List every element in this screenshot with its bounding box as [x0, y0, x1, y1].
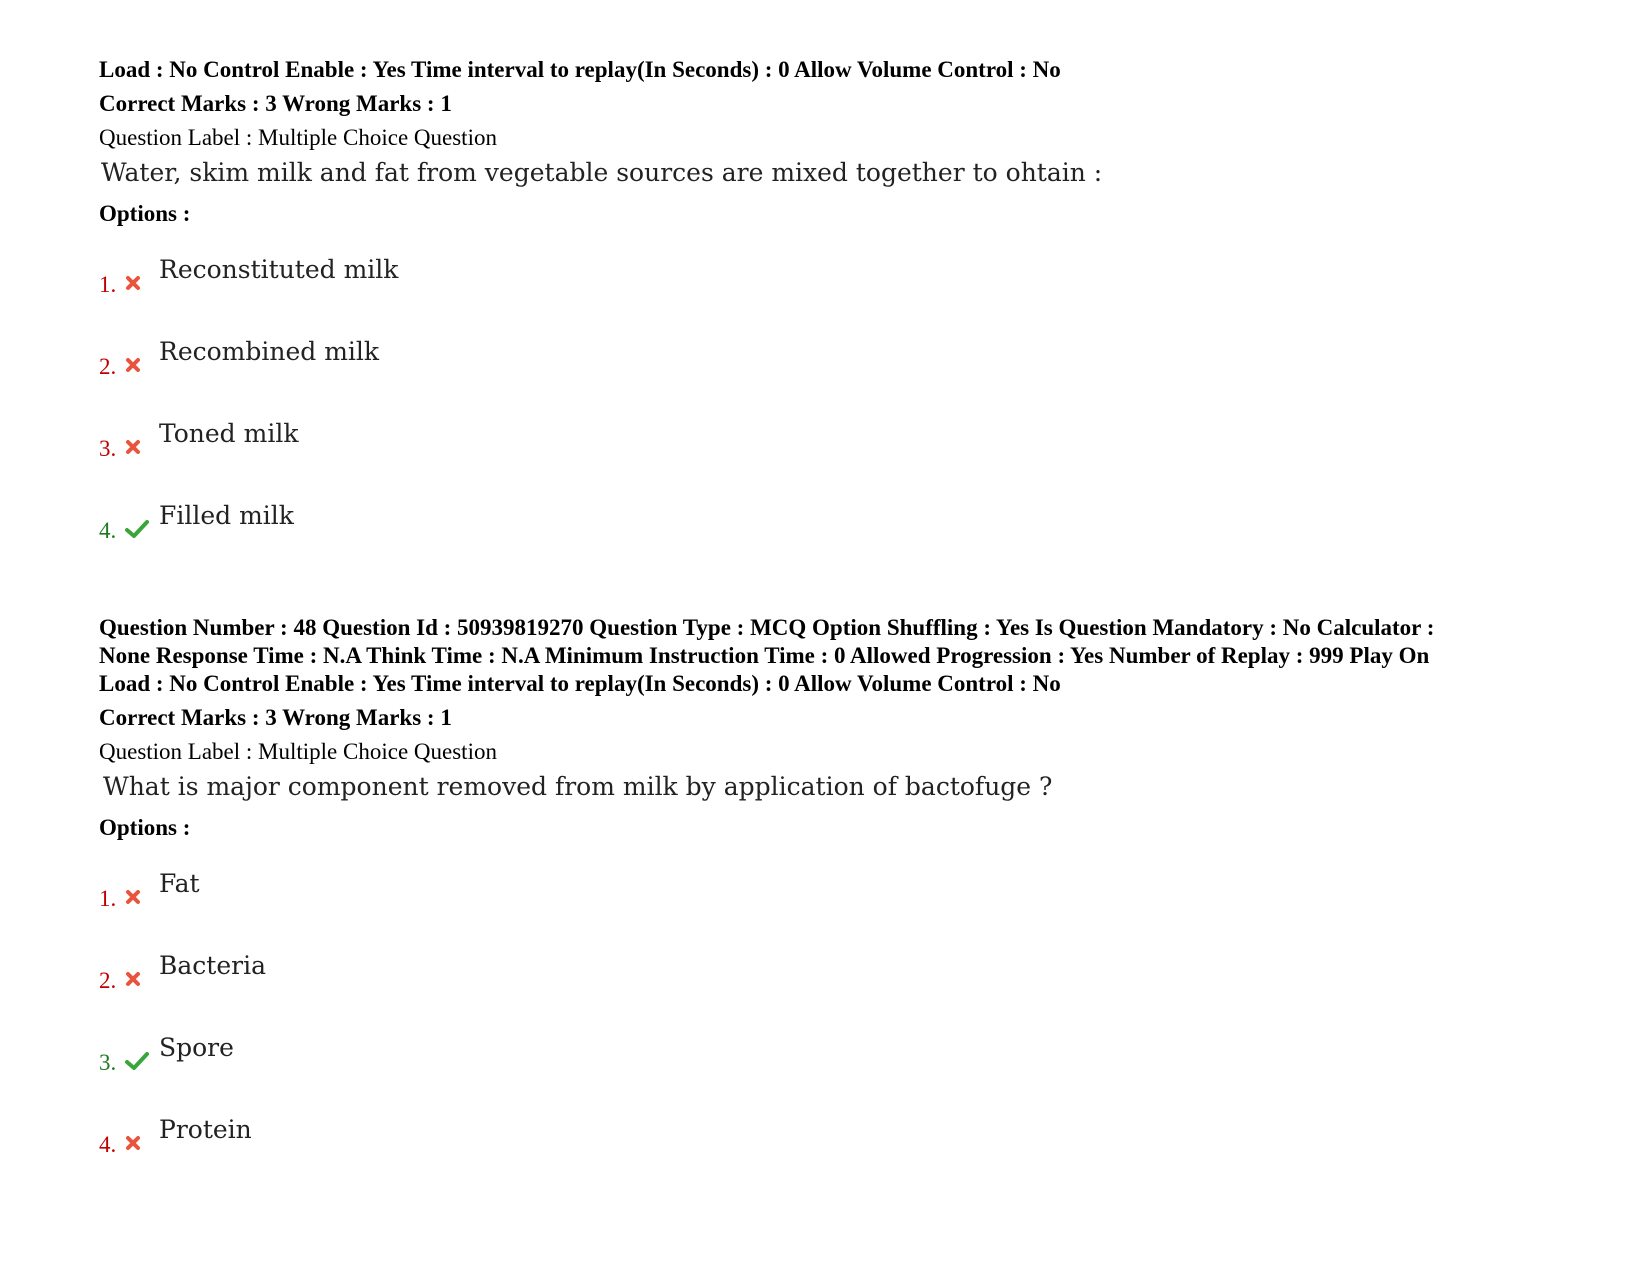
question-meta-line: Load : No Control Enable : Yes Time interval to replay(In Seconds) : 0 Allow Volume Control : No — [99, 671, 1061, 696]
option-number: 3. — [99, 436, 117, 461]
question-meta-line: Question Number : 48 Question Id : 50939819270 Question Type : MCQ Option Shuffling : Yes Is Question Mandatory : No Calculator : — [99, 615, 1435, 640]
option-number: 1. — [99, 886, 117, 911]
check-icon — [125, 516, 155, 542]
option-item — [99, 830, 1579, 912]
option-text: Protein — [159, 1115, 252, 1144]
option-text: Toned milk — [159, 419, 299, 448]
option-number: 3. — [99, 1050, 117, 1075]
option-item — [99, 380, 1579, 462]
cross-icon — [125, 270, 155, 296]
option-text: Reconstituted milk — [159, 255, 399, 284]
option-item — [99, 912, 1579, 994]
cross-icon — [125, 884, 155, 910]
option-number: 1. — [99, 272, 117, 297]
section-gap — [99, 544, 1579, 614]
option-item — [99, 298, 1579, 380]
option-number: 2. — [99, 968, 117, 993]
option-item — [99, 994, 1579, 1076]
question-block-1 — [99, 56, 1579, 544]
question-text: What is major component removed from milk by application of bactofuge ? — [103, 772, 1053, 801]
cross-icon — [125, 1130, 155, 1156]
question-meta-line: None Response Time : N.A Think Time : N.A Minimum Instruction Time : 0 Allowed Progression : Yes Number of Replay : 999 Play On — [99, 643, 1430, 668]
question-meta-line: Load : No Control Enable : Yes Time interval to replay(In Seconds) : 0 Allow Volume Control : No — [99, 57, 1061, 82]
option-item — [99, 1076, 1579, 1158]
options-list — [99, 216, 1579, 544]
question-block-2 — [99, 614, 1579, 1158]
document-page — [99, 56, 1579, 1158]
marks-line: Correct Marks : 3 Wrong Marks : 1 — [99, 705, 452, 730]
option-text: Recombined milk — [159, 337, 380, 366]
option-text: Spore — [159, 1033, 234, 1062]
option-text: Fat — [159, 869, 200, 898]
question-label: Question Label : Multiple Choice Question — [99, 125, 497, 150]
options-list — [99, 830, 1579, 1158]
option-number: 2. — [99, 354, 117, 379]
cross-icon — [125, 434, 155, 460]
question-text: Water, skim milk and fat from vegetable sources are mixed together to ohtain : — [101, 158, 1103, 187]
cross-icon — [125, 352, 155, 378]
option-text: Bacteria — [159, 951, 266, 980]
option-item — [99, 462, 1579, 544]
option-number: 4. — [99, 518, 117, 543]
check-icon — [125, 1048, 155, 1074]
cross-icon — [125, 966, 155, 992]
option-item — [99, 216, 1579, 298]
option-text: Filled milk — [159, 501, 294, 530]
options-heading: Options : — [99, 815, 191, 840]
options-heading: Options : — [99, 201, 191, 226]
option-number: 4. — [99, 1132, 117, 1157]
question-label: Question Label : Multiple Choice Question — [99, 739, 497, 764]
marks-line: Correct Marks : 3 Wrong Marks : 1 — [99, 91, 452, 116]
